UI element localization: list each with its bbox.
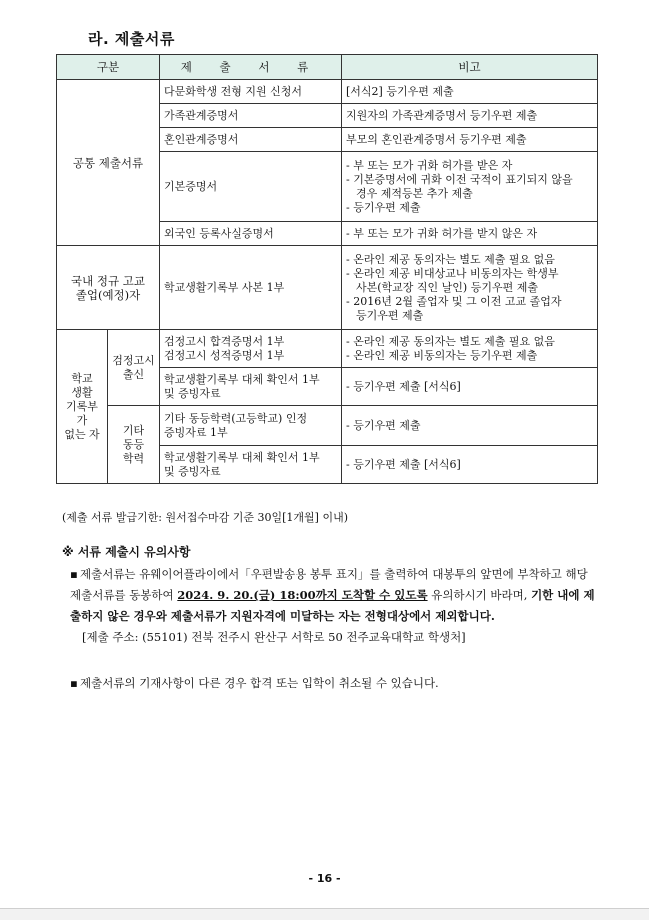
header-remarks: 비고 [342,55,598,80]
subcategory-ged: 검정고시 출신 [108,330,160,406]
header-documents: 제 출 서 류 [160,55,342,80]
bullet-icon: ▪ [70,567,78,581]
doc-cell: 혼인관계증명서 [160,128,342,152]
category-domestic: 국내 정규 고교 졸업(예정)자 [57,246,160,330]
table-row [57,246,598,330]
table-row [57,406,598,446]
bullet-icon: ▪ [70,676,78,690]
remark-cell: - 등기우편 제출 [서식6] [342,446,598,484]
doc-cell: 외국인 등록사실증명서 [160,222,342,246]
documents-table [56,54,598,484]
issue-deadline-note: (제출 서류 발급기한: 원서접수마감 기준 30일[1개월] 이내) [62,511,348,524]
page-number: - 16 - [308,872,341,885]
doc-cell: 가족관계증명서 [160,104,342,128]
remark-cell: - 등기우편 제출 [342,406,598,446]
table-header-row [57,55,598,80]
submission-address: [제출 주소: (55101) 전북 전주시 완산구 서학로 50 전주교육대학교 학생처] [82,630,466,644]
exclusion-warning: 기한 내에 제출하지 않은 경우와 제출서류가 지원자격에 미달하는 자는 전형대상에서 제외합니다. [70,588,595,623]
notice-bullet-2: ▪ 제출서류의 기재사항이 다른 경우 합격 또는 입학이 취소될 수 있습니다. [70,673,600,694]
category-no-record: 학교 생활 기록부가 없는 자 [57,330,108,484]
subcategory-other: 기타 동등 학력 [108,406,160,484]
table-row [57,330,598,368]
remark-cell: [서식2] 등기우편 제출 [342,80,598,104]
doc-cell: 학교생활기록부 사본 1부 [160,246,342,330]
doc-cell: 검정고시 합격증명서 1부 검정고시 성적증명서 1부 [160,330,342,368]
table-row [57,80,598,104]
remark-cell: - 등기우편 제출 [서식6] [342,368,598,406]
section-title: 라. 제출서류 [88,30,175,48]
remark-cell: - 온라인 제공 동의자는 별도 제출 필요 없음 - 온라인 제공 비동의자는 등기우편 제출 [342,330,598,368]
doc-cell: 학교생활기록부 대체 확인서 1부 및 증빙자료 [160,446,342,484]
doc-cell: 기본증명서 [160,152,342,222]
header-category: 구분 [57,55,160,80]
remark-cell: - 온라인 제공 동의자는 별도 제출 필요 없음 - 온라인 제공 비대상교나 비동의자는 학생부 사본(학교장 직인 날인) 등기우편 제출 - 2016년 2월 졸업자 및 그 이전 고교 졸업자 등기우편 제출 [342,246,598,330]
notice-title: ※ 서류 제출시 유의사항 [62,545,191,559]
doc-cell: 기타 동등학력(고등학교) 인정 증빙자료 1부 [160,406,342,446]
doc-cell: 학교생활기록부 대체 확인서 1부 및 증빙자료 [160,368,342,406]
page-gutter [0,909,649,920]
remark-cell: - 부 또는 모가 귀화 허가를 받은 자 - 기본증명서에 귀화 이전 국적이 표기되지 않을 경우 제적등본 추가 제출 - 등기우편 제출 [342,152,598,222]
category-common: 공통 제출서류 [57,80,160,246]
remark-cell: 지원자의 가족관계증명서 등기우편 제출 [342,104,598,128]
remark-cell: - 부 또는 모가 귀화 허가를 받지 않은 자 [342,222,598,246]
deadline-text: 2024. 9. 20.(금) 18:00까지 도착할 수 있도록 [177,588,428,602]
remark-cell: 부모의 혼인관계증명서 등기우편 제출 [342,128,598,152]
notice-bullet-1: ▪ 제출서류는 유웨이어플라이에서「우편발송용 봉투 표지」를 출력하여 대봉투의 앞면에 부착하고 해당 제출서류를 동봉하여 2024. 9. 20.(금) 18:00까지 도착할 수 있도록 유의하시기 바라며, 기한 내에 제출하지 않은 경우와 제출서류가 지원자격에 미달하는 자는 전형대상에서 제외합니다. [제출 주소: (55101) 전북 전주시 완산구 서학로 50 전주교육대학교 학생처] [70,564,600,648]
doc-cell: 다문화학생 전형 지원 신청서 [160,80,342,104]
